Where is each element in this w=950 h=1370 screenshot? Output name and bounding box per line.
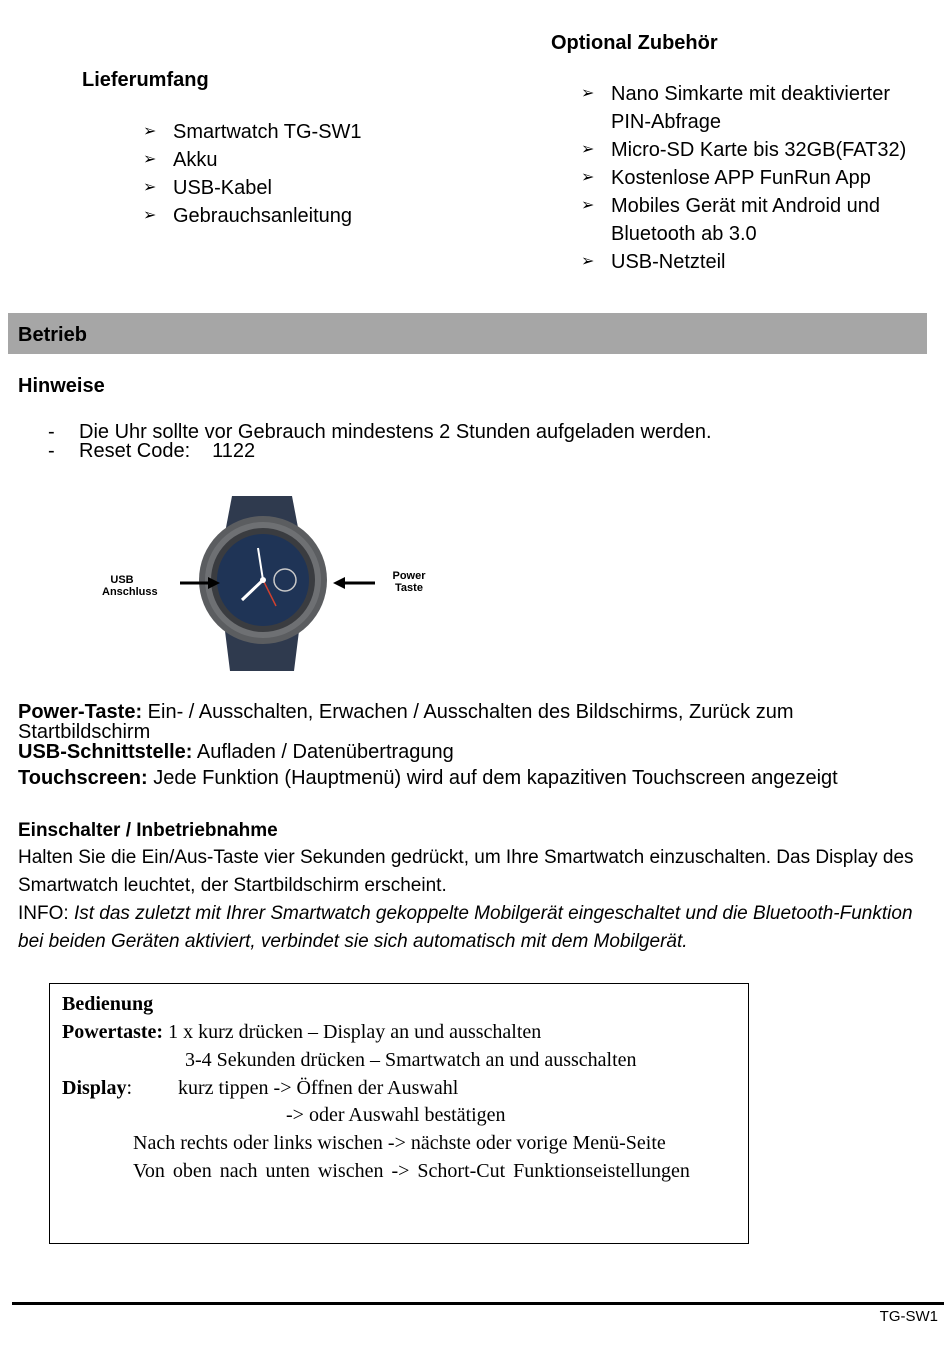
functions-list xyxy=(18,702,848,788)
startup-title: Einschalter / Inbetriebnahme xyxy=(18,820,278,841)
section-title: Betrieb xyxy=(18,324,87,346)
arrow-bullet-icon: ➢ xyxy=(581,141,595,158)
arrow-bullet-icon: ➢ xyxy=(143,123,157,140)
list-item: ➢ Gebrauchsanleitung xyxy=(143,202,473,230)
list-item: ➢ USB-Kabel xyxy=(143,174,473,202)
list-item: - Die Uhr sollte vor Gebrauch mindestens 2 Stunden aufgeladen werden. xyxy=(48,421,712,443)
power-button-label: Power Taste xyxy=(392,570,426,594)
swipe-line-2: Von oben nach unten wischen -> Schort-Cut Funktionseistellungen xyxy=(133,1160,690,1182)
list-item: ➢ USB-Netzteil xyxy=(581,248,921,276)
arrow-bullet-icon: ➢ xyxy=(581,253,595,270)
section-header xyxy=(8,313,927,354)
notes-title: Hinweise xyxy=(18,375,105,397)
power-line-2: 3-4 Sekunden drücken – Smartwatch an und ausschalten xyxy=(185,1049,637,1071)
display-label: Display: xyxy=(62,1077,133,1099)
list-item: ➢ Micro-SD Karte bis 32GB(FAT32) xyxy=(581,136,921,164)
display-line-1: kurz tippen -> Öffnen der Auswahl xyxy=(178,1077,459,1099)
display-line-2: -> oder Auswahl bestätigen xyxy=(286,1104,506,1126)
info-text: INFO: Ist das zuletzt mit Ihrer Smartwatch gekoppelte Mobilgerät eingeschaltet und die Bluetooth-Funktion bei beiden Geräten aktiviert, verbindet sie sich automatisch mit dem Mobilgerät. xyxy=(18,903,913,952)
watch-illustration xyxy=(80,488,440,678)
list-item: ➢ Kostenlose APP FunRun App xyxy=(581,164,921,192)
function-power: Power-Taste: Ein- / Ausschalten, Erwachen / Ausschalten des Bildschirms, Zurück zum Startbildschirm xyxy=(18,701,794,743)
scope-list xyxy=(143,118,473,230)
function-usb: USB-Schnittstelle: Aufladen / Datenübertragung xyxy=(18,741,454,763)
list-item: ➢ Smartwatch TG-SW1 xyxy=(143,118,473,146)
arrow-bullet-icon: ➢ xyxy=(581,169,595,186)
function-touch: Touchscreen: Jede Funktion (Hauptmenü) wird auf dem kapazitiven Touchscreen angezeigt xyxy=(18,767,838,789)
list-item: - Reset Code: 1122 xyxy=(48,440,256,462)
usb-port-label: USB Anschluss xyxy=(102,574,158,598)
list-item: ➢ Mobiles Gerät mit Android und Bluetooth ab 3.0 xyxy=(581,192,921,248)
startup-paragraph: Halten Sie die Ein/Aus-Taste vier Sekunden gedrückt, um Ihre Smartwatch einzuschalten. Das Display des Smartwatch leuchtet, der Startbildschirm erscheint. INFO: Ist das zuletzt mit Ihrer Smartwatch gekoppelte Mobilgerät eingeschaltet und die Bluetooth-Funktion bei beiden Geräten aktiviert, verbindet sie sich automatisch mit dem Mobilgerät. xyxy=(18,844,928,956)
optional-title: Optional Zubehör xyxy=(551,32,718,54)
list-item: ➢ Akku xyxy=(143,146,473,174)
arrow-bullet-icon: ➢ xyxy=(143,179,157,196)
footer-divider xyxy=(12,1302,944,1305)
operation-title: Bedienung xyxy=(62,993,154,1015)
arrow-bullet-icon: ➢ xyxy=(581,197,595,214)
scope-title: Lieferumfang xyxy=(82,69,209,91)
arrow-bullet-icon: ➢ xyxy=(143,151,157,168)
footer-model: TG-SW1 xyxy=(879,1308,938,1325)
operation-box xyxy=(49,983,749,1244)
power-line-1: Powertaste: 1 x kurz drücken – Display an und ausschalten xyxy=(62,1021,542,1043)
arrow-bullet-icon: ➢ xyxy=(581,85,595,102)
optional-list xyxy=(581,80,921,276)
list-item: ➢ Nano Simkarte mit deaktivierter PIN-Abfrage xyxy=(581,80,921,136)
swipe-line-1: Nach rechts oder links wischen -> nächste oder vorige Menü-Seite xyxy=(133,1132,666,1154)
arrow-bullet-icon: ➢ xyxy=(143,207,157,224)
optional-list-container xyxy=(581,80,921,290)
